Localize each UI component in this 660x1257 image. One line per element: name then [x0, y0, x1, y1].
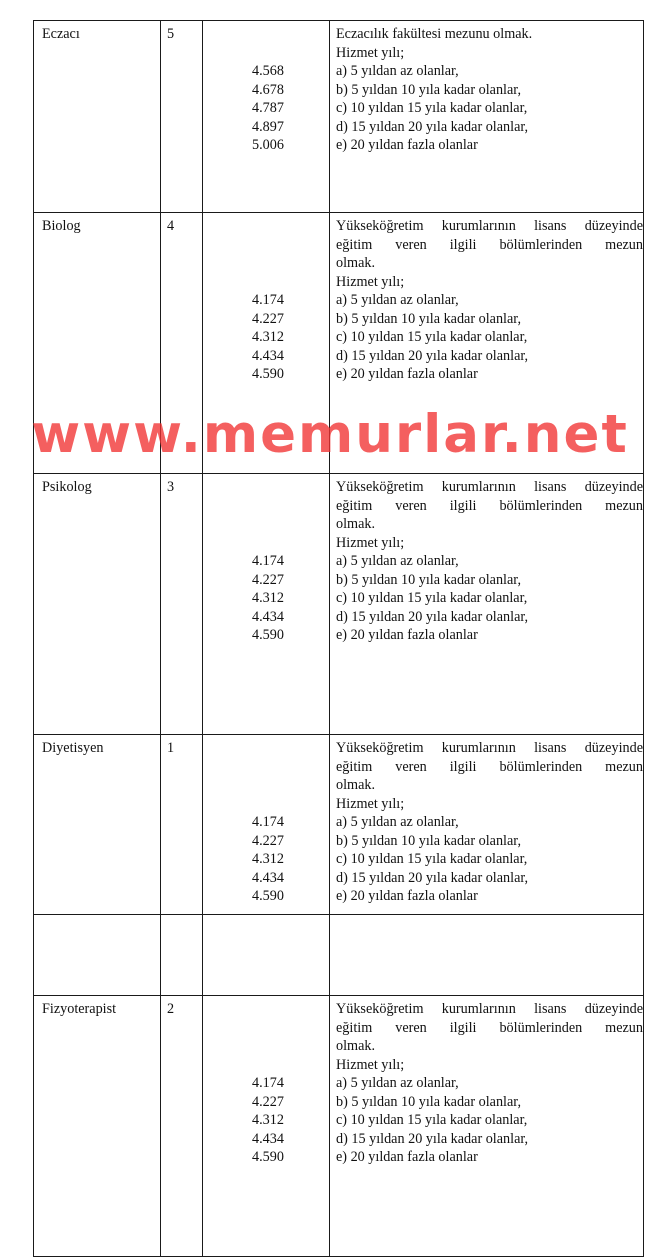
position-count: 4	[167, 218, 175, 234]
position-count-cell	[161, 735, 203, 996]
coefficient-value: 4.434	[252, 608, 284, 625]
requirement-line: Yükseköğretim kurumlarının lisans düzeyinde	[336, 740, 643, 756]
position-count: 5	[167, 26, 175, 42]
requirement-cell	[330, 213, 644, 474]
coefficient-value: 4.590	[252, 627, 284, 643]
requirement-line: Yükseköğretim kurumlarının lisans düzeyinde	[336, 218, 643, 234]
coefficient-value: 4.590	[252, 1149, 284, 1165]
service-range: d) 15 yıldan 20 yıla kadar olanlar,	[336, 1130, 529, 1147]
requirement-line: olmak.	[336, 1038, 376, 1054]
service-label: Hizmet yılı;	[336, 795, 405, 812]
coefficient-value: 4.174	[252, 814, 284, 830]
service-range: a) 5 yıldan az olanlar,	[336, 63, 459, 79]
service-range: d) 15 yıldan 20 yıla kadar olanlar,	[336, 869, 529, 886]
requirement-line: Eczacılık fakültesi mezunu olmak.	[336, 26, 533, 42]
coefficient-value: 4.434	[252, 347, 284, 364]
coefficient-value: 4.568	[252, 63, 284, 79]
coefficient-value: 4.174	[252, 1075, 284, 1091]
requirement-line: olmak.	[336, 516, 376, 532]
position-table-body	[34, 21, 644, 1257]
table-row	[34, 213, 644, 474]
requirement-line: olmak.	[336, 255, 376, 271]
service-range: b) 5 yıldan 10 yıla kadar olanlar,	[336, 571, 521, 588]
coefficient-value: 4.590	[252, 888, 284, 904]
coefficient-value: 4.312	[252, 1112, 284, 1128]
requirement-cell	[330, 474, 644, 735]
service-range: b) 5 yıldan 10 yıla kadar olanlar,	[336, 832, 521, 849]
requirement-line: eğitim veren ilgili bölümlerinden mezun	[336, 497, 643, 514]
position-count-cell	[161, 474, 203, 735]
coefficient-value: 4.312	[252, 590, 284, 606]
requirement-line: eğitim veren ilgili bölümlerinden mezun	[336, 1019, 643, 1036]
coefficient-value: 4.227	[252, 832, 284, 849]
service-range: c) 10 yıldan 15 yıla kadar olanlar,	[336, 590, 528, 606]
service-range: a) 5 yıldan az olanlar,	[336, 553, 459, 569]
position-count-cell	[161, 213, 203, 474]
coefficient-value: 4.227	[252, 1093, 284, 1110]
coefficient-cell	[203, 21, 330, 213]
service-label: Hizmet yılı;	[336, 44, 405, 61]
coefficient-cell	[203, 213, 330, 474]
table-row	[34, 996, 644, 1257]
coefficient-cell	[203, 735, 330, 996]
requirement-cell	[330, 996, 644, 1257]
coefficient-value: 5.006	[252, 137, 284, 153]
requirement-cell	[330, 735, 644, 996]
service-range: c) 10 yıldan 15 yıla kadar olanlar,	[336, 329, 528, 345]
service-label: Hizmet yılı;	[336, 1056, 405, 1073]
coefficient-value: 4.227	[252, 310, 284, 327]
position-count: 2	[167, 1001, 175, 1017]
position-table	[33, 20, 644, 1257]
service-range: e) 20 yıldan fazla olanlar	[336, 1149, 478, 1165]
service-range: c) 10 yıldan 15 yıla kadar olanlar,	[336, 1112, 528, 1128]
coefficient-value: 4.174	[252, 553, 284, 569]
position-title: Diyetisyen	[42, 740, 104, 756]
position-title: Psikolog	[42, 479, 92, 495]
service-range: d) 15 yıldan 20 yıla kadar olanlar,	[336, 118, 529, 135]
service-range: c) 10 yıldan 15 yıla kadar olanlar,	[336, 851, 528, 867]
position-title-cell	[34, 474, 161, 735]
service-range: e) 20 yıldan fazla olanlar	[336, 888, 478, 904]
watermark: www.memurlar.net	[31, 404, 629, 465]
requirement-cell	[330, 21, 644, 213]
position-count-cell	[161, 996, 203, 1257]
service-label: Hizmet yılı;	[336, 534, 405, 551]
position-count: 3	[167, 479, 175, 495]
requirement-line: Yükseköğretim kurumlarının lisans düzeyinde	[336, 479, 643, 495]
position-count: 1	[167, 740, 175, 756]
coefficient-value: 4.434	[252, 1130, 284, 1147]
service-range: e) 20 yıldan fazla olanlar	[336, 366, 478, 382]
table-row	[34, 474, 644, 735]
position-title: Fizyoterapist	[42, 1001, 117, 1017]
position-title-cell	[34, 213, 161, 474]
coefficient-value: 4.897	[252, 118, 284, 135]
position-title: Biolog	[42, 218, 81, 234]
coefficient-value: 4.312	[252, 851, 284, 867]
position-title-cell	[34, 735, 161, 996]
table-row	[34, 21, 644, 213]
coefficient-value: 4.787	[252, 100, 284, 116]
requirement-line: eğitim veren ilgili bölümlerinden mezun	[336, 758, 643, 775]
requirement-line: olmak.	[336, 777, 376, 793]
coefficient-cell	[203, 996, 330, 1257]
coefficient-value: 4.312	[252, 329, 284, 345]
service-range: a) 5 yıldan az olanlar,	[336, 814, 459, 830]
coefficient-value: 4.590	[252, 366, 284, 382]
coefficient-value: 4.227	[252, 571, 284, 588]
coefficient-value: 4.678	[252, 81, 284, 98]
coefficient-cell	[203, 474, 330, 735]
table-row	[34, 735, 644, 996]
service-range: a) 5 yıldan az olanlar,	[336, 292, 459, 308]
position-title: Eczacı	[42, 26, 80, 42]
table-bottom-rule	[33, 914, 644, 915]
coefficient-value: 4.434	[252, 869, 284, 886]
service-range: d) 15 yıldan 20 yıla kadar olanlar,	[336, 608, 529, 625]
service-range: c) 10 yıldan 15 yıla kadar olanlar,	[336, 100, 528, 116]
position-title-cell	[34, 21, 161, 213]
service-label: Hizmet yılı;	[336, 273, 405, 290]
service-range: e) 20 yıldan fazla olanlar	[336, 137, 478, 153]
service-range: b) 5 yıldan 10 yıla kadar olanlar,	[336, 81, 521, 98]
position-count-cell	[161, 21, 203, 213]
service-range: d) 15 yıldan 20 yıla kadar olanlar,	[336, 347, 529, 364]
service-range: b) 5 yıldan 10 yıla kadar olanlar,	[336, 1093, 521, 1110]
requirement-line: Yükseköğretim kurumlarının lisans düzeyinde	[336, 1001, 643, 1017]
service-range: b) 5 yıldan 10 yıla kadar olanlar,	[336, 310, 521, 327]
position-title-cell	[34, 996, 161, 1257]
requirement-line: eğitim veren ilgili bölümlerinden mezun	[336, 236, 643, 253]
service-range: e) 20 yıldan fazla olanlar	[336, 627, 478, 643]
coefficient-value: 4.174	[252, 292, 284, 308]
service-range: a) 5 yıldan az olanlar,	[336, 1075, 459, 1091]
